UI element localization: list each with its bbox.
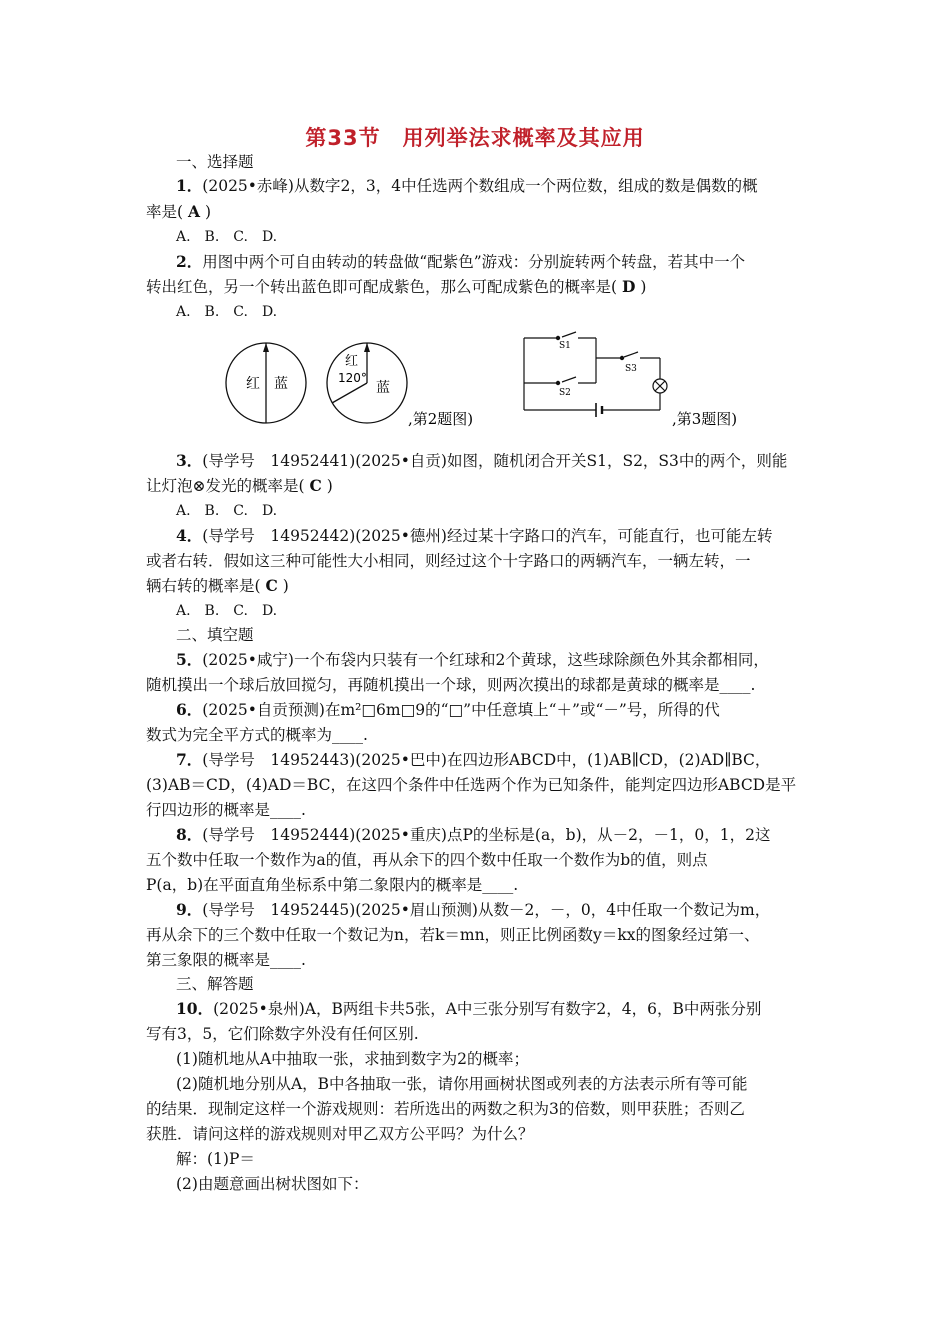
question-10-part1: (1)随机地从A中抽取一张，求抽到数字为2的概率； — [176, 1050, 530, 1068]
question-text: (导学号 14952443)(2025•巴中)在四边形ABCD中，(1)AB∥CD，(2)AD∥BC， — [202, 751, 771, 769]
question-number: 5． — [176, 650, 203, 669]
arrow-icon — [263, 343, 269, 352]
spinner-1-right-label: 蓝 — [274, 376, 288, 392]
question-4-line3 — [146, 574, 816, 598]
question-number: 9． — [176, 900, 203, 919]
circuit-diagram — [524, 332, 667, 417]
question-text: (导学号 14952441)(2025•自贡)如图，随机闭合开关S1，S2，S3中的两个，则能 — [202, 452, 788, 470]
question-9 — [176, 898, 846, 922]
switch-s3 — [624, 352, 638, 357]
question-text: 转出红色，另一个转出蓝色即可配成紫色，那么可配成紫色的概率是( — [146, 278, 622, 296]
answer: D — [621, 277, 636, 296]
question-number: 8． — [176, 825, 203, 844]
arrow-icon — [364, 343, 370, 352]
question-10 — [176, 997, 846, 1021]
figures — [0, 0, 950, 450]
answer: A — [187, 202, 201, 221]
spinner-2 — [327, 343, 407, 423]
question-number: 4． — [176, 526, 203, 545]
question-3 — [176, 449, 846, 473]
question-10-line2: 写有3，5，它们除数字外没有任何区别. — [146, 1025, 419, 1043]
question-10-part2-line3: 获胜．请问这样的游戏规则对甲乙双方公平吗？为什么？ — [146, 1125, 534, 1143]
question-6 — [176, 698, 846, 722]
question-7 — [176, 748, 846, 772]
caption-figure-3: ,第3题图) — [672, 410, 738, 428]
answer: C — [309, 476, 322, 495]
section-heading-choice: 一、选择题 — [176, 153, 254, 171]
solution-line2: (2)由题意画出树状图如下： — [176, 1175, 369, 1193]
question-text: (导学号 14952445)(2025•眉山预测)从数－2，－，0，4中任取一个数记为m， — [202, 901, 771, 919]
question-10-part2: (2)随机地分别从A，B中各抽取一张，请你用画树状图或列表的方法表示所有等可能 — [176, 1075, 748, 1093]
question-8-line2: 五个数中任取一个数作为a的值，再从余下的四个数中任取一个数作为b的值，则点 — [146, 851, 708, 869]
question-number: 1． — [176, 176, 203, 195]
section-heading-solve: 三、解答题 — [176, 975, 254, 993]
question-9-line3: 第三象限的概率是____. — [146, 951, 306, 969]
options: A. B. C. D. — [176, 503, 278, 519]
options: A. B. C. D. — [176, 304, 278, 320]
question-6-line2: 数式为完全平方式的概率为____. — [146, 726, 368, 744]
question-text: ) — [277, 577, 289, 595]
solution-line1: 解：(1)P＝ — [176, 1150, 255, 1168]
question-number: 6． — [176, 700, 203, 719]
question-text: (导学号 14952442)(2025•德州)经过某十字路口的汽车，可能直行，也可能左转 — [202, 527, 773, 545]
question-number: 10． — [176, 999, 214, 1018]
caption-figure-2: ,第2题图) — [408, 410, 474, 428]
section-heading-fill: 二、填空题 — [176, 626, 254, 644]
question-5 — [176, 648, 846, 672]
label-s3: S3 — [625, 364, 637, 374]
question-number: 7． — [176, 750, 203, 769]
question-text: ) — [200, 203, 211, 221]
question-text: ) — [321, 477, 333, 495]
spinner-2-blue-label: 蓝 — [376, 380, 390, 396]
options: A. B. C. D. — [176, 603, 278, 619]
switch-s2 — [562, 377, 576, 382]
question-text: ) — [635, 278, 647, 296]
question-text: (2025•自贡预测)在m²□6m□9的“□”中任意填上“＋”或“－”号，所得的代 — [202, 701, 720, 719]
page-title: 第33节 用列举法求概率及其应用 — [305, 126, 645, 150]
spinner-2-angle-label: 120° — [338, 371, 367, 385]
question-text: (2025•咸宁)一个布袋内只装有一个红球和2个黄球，这些球除颜色外其余都相同， — [202, 651, 769, 669]
question-text: (2025•赤峰)从数字2，3，4中任选两个数组成一个两位数，组成的数是偶数的概 — [202, 177, 758, 195]
question-text: (导学号 14952444)(2025•重庆)点P的坐标是(a，b)，从－2，－1，0，1，2这 — [202, 826, 771, 844]
question-8 — [176, 823, 846, 847]
question-10-part2-line2: 的结果．现制定这样一个游戏规则：若所选出的两数之积为3的倍数，则甲获胜；否则乙 — [146, 1100, 745, 1118]
label-s2: S2 — [559, 388, 571, 398]
question-3-line2 — [146, 474, 816, 498]
spinner-2-red-label: 红 — [345, 354, 359, 369]
answer: C — [265, 576, 278, 595]
question-text: 率是( — [146, 203, 188, 221]
question-4 — [176, 524, 846, 548]
question-text: (2025•泉州)A，B两组卡共5张，A中三张分别写有数字2，4，6，B中两张分别 — [213, 1000, 762, 1018]
spinner-1 — [226, 343, 306, 423]
question-7-line2: (3)AB＝CD，(4)AD＝BC，在这四个条件中任选两个作为已知条件，能判定四边形ABCD是平 — [146, 776, 797, 794]
spinner-1-left-label: 红 — [246, 376, 260, 392]
question-number: 2． — [176, 252, 203, 271]
switch-s1 — [562, 332, 576, 337]
question-4-line2: 或者右转．假如这三种可能性大小相同，则经过这个十字路口的两辆汽车，一辆左转，一 — [146, 552, 751, 570]
question-number: 3． — [176, 451, 203, 470]
question-5-line2: 随机摸出一个球后放回搅匀，再随机摸出一个球，则两次摸出的球都是黄球的概率是____. — [146, 676, 756, 694]
question-8-line3: P(a，b)在平面直角坐标系中第二象限内的概率是____. — [146, 876, 519, 894]
question-text: 辆右转的概率是( — [146, 577, 266, 595]
question-text: 用图中两个可自由转动的转盘做“配紫色”游戏：分别旋转两个转盘，若其中一个 — [202, 253, 746, 271]
label-s1: S1 — [559, 341, 571, 351]
question-text: 让灯泡⊗发光的概率是( — [146, 477, 310, 495]
question-9-line2: 再从余下的三个数中任取一个数记为n，若k＝mn，则正比例函数y＝kx的图象经过第一、 — [146, 926, 760, 944]
options: A. B. C. D. — [176, 229, 278, 245]
question-7-line3: 行四边形的概率是____. — [146, 801, 306, 819]
